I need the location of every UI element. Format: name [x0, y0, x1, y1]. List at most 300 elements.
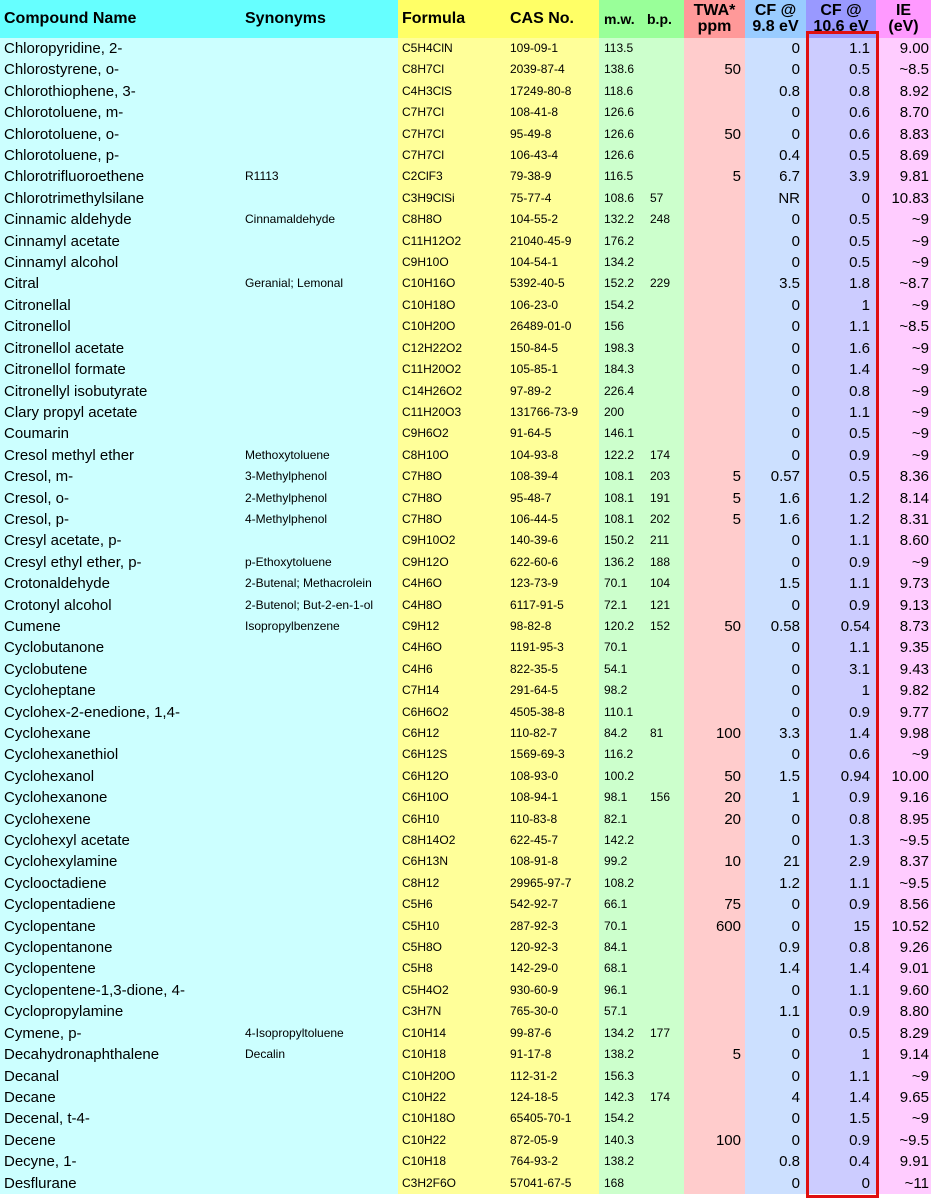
- table-row: [0, 445, 931, 466]
- cell-cf-9-8: 0: [745, 124, 806, 145]
- cell-compound-name: Cumene: [0, 616, 243, 637]
- cell-cas: 75-77-4: [504, 188, 599, 209]
- cell-compound-name: Cyclopentene-1,3-dione, 4-: [0, 980, 243, 1001]
- cell-formula: C8H10O: [398, 445, 504, 466]
- table-row: [0, 1066, 931, 1087]
- cell-compound-name: Desflurane: [0, 1173, 243, 1194]
- cell-ie: 8.70: [876, 102, 931, 123]
- cell-formula: C4H6O: [398, 637, 504, 658]
- cell-synonyms: [243, 359, 398, 380]
- cell-mw: 168: [599, 1173, 644, 1194]
- cell-compound-name: Cyclobutene: [0, 659, 243, 680]
- cell-ie: 9.14: [876, 1044, 931, 1065]
- table-row: [0, 1130, 931, 1151]
- cell-cf-10-6: 1.1: [806, 637, 876, 658]
- table-row: [0, 273, 931, 294]
- cell-mw: 126.6: [599, 145, 644, 166]
- cell-synonyms: 2-Butenol; But-2-en-1-ol: [243, 595, 398, 616]
- cell-cf-9-8: 0: [745, 102, 806, 123]
- cell-synonyms: [243, 188, 398, 209]
- cell-compound-name: Cyclohexyl acetate: [0, 830, 243, 851]
- cell-mw: 134.2: [599, 252, 644, 273]
- cell-mw: 98.1: [599, 787, 644, 808]
- cell-synonyms: [243, 530, 398, 551]
- cell-synonyms: [243, 338, 398, 359]
- cell-formula: C12H22O2: [398, 338, 504, 359]
- cell-formula: C10H18O: [398, 1108, 504, 1129]
- header-ie-line2: (eV): [888, 18, 919, 35]
- cell-synonyms: 4-Methylphenol: [243, 509, 398, 530]
- cell-cas: 65405-70-1: [504, 1108, 599, 1129]
- cell-ie: ~9.5: [876, 873, 931, 894]
- cell-cas: 104-55-2: [504, 209, 599, 230]
- cell-mw: 84.1: [599, 937, 644, 958]
- cell-cas: 104-93-8: [504, 445, 599, 466]
- cell-mw: 70.1: [599, 637, 644, 658]
- cell-ie: ~9: [876, 338, 931, 359]
- cell-cf-9-8: 0: [745, 1108, 806, 1129]
- cell-cf-9-8: 1.4: [745, 958, 806, 979]
- cell-cas: 108-41-8: [504, 102, 599, 123]
- cell-cf-10-6: 1.1: [806, 530, 876, 551]
- cell-cf-10-6: 0.6: [806, 102, 876, 123]
- cell-twa: [684, 1087, 745, 1108]
- cell-formula: C5H4ClN: [398, 38, 504, 59]
- table-row: [0, 787, 931, 808]
- cell-ie: 9.16: [876, 787, 931, 808]
- cell-ie: 8.14: [876, 488, 931, 509]
- cell-formula: C7H7Cl: [398, 145, 504, 166]
- cell-mw: 99.2: [599, 851, 644, 872]
- cell-cas: 622-45-7: [504, 830, 599, 851]
- cell-bp: 104: [644, 573, 684, 594]
- cell-twa: [684, 1173, 745, 1194]
- cell-mw: 116.5: [599, 166, 644, 187]
- cell-twa: [684, 595, 745, 616]
- cell-mw: 226.4: [599, 381, 644, 402]
- cell-cf-9-8: 0.57: [745, 466, 806, 487]
- cell-formula: C10H18O: [398, 295, 504, 316]
- cell-ie: ~9: [876, 402, 931, 423]
- cell-cas: 95-48-7: [504, 488, 599, 509]
- cell-cf-10-6: 1.1: [806, 316, 876, 337]
- cell-formula: C8H12: [398, 873, 504, 894]
- cell-synonyms: [243, 980, 398, 1001]
- cell-cf-10-6: 1.1: [806, 1066, 876, 1087]
- cell-ie: ~8.5: [876, 59, 931, 80]
- cell-bp: [644, 381, 684, 402]
- cell-bp: 121: [644, 595, 684, 616]
- cell-bp: [644, 1044, 684, 1065]
- cell-cf-9-8: 0: [745, 1130, 806, 1151]
- cell-bp: 191: [644, 488, 684, 509]
- cell-cf-10-6: 0.5: [806, 466, 876, 487]
- cell-bp: [644, 851, 684, 872]
- cell-ie: 9.81: [876, 166, 931, 187]
- cell-ie: ~9: [876, 1066, 931, 1087]
- cell-twa: 5: [684, 509, 745, 530]
- cell-twa: 100: [684, 1130, 745, 1151]
- cell-cas: 123-73-9: [504, 573, 599, 594]
- table-row: [0, 381, 931, 402]
- table-row: [0, 166, 931, 187]
- cell-cf-9-8: 3.5: [745, 273, 806, 294]
- cell-cas: 95-49-8: [504, 124, 599, 145]
- cell-ie: 8.60: [876, 530, 931, 551]
- table-row: [0, 573, 931, 594]
- cell-cf-9-8: 0: [745, 359, 806, 380]
- cell-synonyms: [243, 937, 398, 958]
- cell-cf-9-8: 0: [745, 231, 806, 252]
- cell-cf-10-6: 1.1: [806, 873, 876, 894]
- cell-twa: [684, 1151, 745, 1172]
- cell-synonyms: [243, 59, 398, 80]
- cell-formula: C6H12: [398, 723, 504, 744]
- header-twa-line2: ppm: [697, 18, 732, 35]
- cell-bp: [644, 702, 684, 723]
- table-row: [0, 1087, 931, 1108]
- cell-twa: [684, 188, 745, 209]
- cell-formula: C7H7Cl: [398, 124, 504, 145]
- table-row: [0, 209, 931, 230]
- cell-cf-9-8: 0: [745, 381, 806, 402]
- cell-formula: C9H10O: [398, 252, 504, 273]
- table-body: [0, 38, 931, 1194]
- cell-compound-name: Cresyl acetate, p-: [0, 530, 243, 551]
- cell-formula: C10H20O: [398, 1066, 504, 1087]
- header-synonyms: Synonyms: [243, 0, 398, 38]
- table-row: [0, 102, 931, 123]
- cell-mw: 138.6: [599, 59, 644, 80]
- cell-twa: [684, 295, 745, 316]
- table-row: [0, 958, 931, 979]
- cell-cas: 131766-73-9: [504, 402, 599, 423]
- cell-mw: 176.2: [599, 231, 644, 252]
- cell-cas: 110-83-8: [504, 809, 599, 830]
- cell-mw: 140.3: [599, 1130, 644, 1151]
- cell-synonyms: [243, 316, 398, 337]
- cell-synonyms: [243, 744, 398, 765]
- cell-cf-9-8: 0: [745, 530, 806, 551]
- header-twa: [684, 0, 745, 38]
- cell-cas: 106-43-4: [504, 145, 599, 166]
- cell-synonyms: [243, 1130, 398, 1151]
- cell-cf-9-8: 0: [745, 637, 806, 658]
- cell-bp: [644, 338, 684, 359]
- cell-compound-name: Cyclohexane: [0, 723, 243, 744]
- table-row: [0, 530, 931, 551]
- cell-formula: C7H8O: [398, 488, 504, 509]
- cell-cf-10-6: 1.4: [806, 723, 876, 744]
- cell-synonyms: [243, 873, 398, 894]
- cell-cf-10-6: 1.8: [806, 273, 876, 294]
- cell-cf-9-8: 0: [745, 680, 806, 701]
- cell-mw: 146.1: [599, 423, 644, 444]
- cell-bp: [644, 166, 684, 187]
- cell-cas: 2039-87-4: [504, 59, 599, 80]
- cell-synonyms: [243, 851, 398, 872]
- cell-mw: 154.2: [599, 295, 644, 316]
- cell-cas: 930-60-9: [504, 980, 599, 1001]
- cell-bp: [644, 1066, 684, 1087]
- cell-synonyms: Methoxytoluene: [243, 445, 398, 466]
- table-row: [0, 1173, 931, 1194]
- cell-cf-9-8: 0: [745, 1173, 806, 1194]
- cell-mw: 70.1: [599, 916, 644, 937]
- cell-formula: C6H10: [398, 809, 504, 830]
- cell-twa: [684, 1001, 745, 1022]
- cell-cf-10-6: 1.1: [806, 38, 876, 59]
- cell-cf-9-8: 0: [745, 830, 806, 851]
- cell-bp: [644, 316, 684, 337]
- cell-cas: 764-93-2: [504, 1151, 599, 1172]
- cell-cf-10-6: 0.94: [806, 766, 876, 787]
- cell-twa: 20: [684, 787, 745, 808]
- cell-formula: C8H7Cl: [398, 59, 504, 80]
- table-row: [0, 145, 931, 166]
- cell-twa: 5: [684, 1044, 745, 1065]
- table-row: [0, 894, 931, 915]
- table-row: [0, 916, 931, 937]
- cell-mw: 142.3: [599, 1087, 644, 1108]
- cell-cf-10-6: 0.5: [806, 209, 876, 230]
- cell-ie: 9.01: [876, 958, 931, 979]
- cell-cf-9-8: 0: [745, 916, 806, 937]
- cell-cf-9-8: 0: [745, 659, 806, 680]
- cell-ie: ~9: [876, 295, 931, 316]
- cell-compound-name: Cyclohexylamine: [0, 851, 243, 872]
- cell-synonyms: [243, 295, 398, 316]
- table-row: [0, 873, 931, 894]
- cell-synonyms: [243, 1001, 398, 1022]
- cell-mw: 110.1: [599, 702, 644, 723]
- cell-mw: 54.1: [599, 659, 644, 680]
- cell-twa: 50: [684, 59, 745, 80]
- cell-cas: 150-84-5: [504, 338, 599, 359]
- cell-compound-name: Cyclooctadiene: [0, 873, 243, 894]
- cell-mw: 108.1: [599, 488, 644, 509]
- cell-mw: 142.2: [599, 830, 644, 851]
- cell-compound-name: Cyclopentene: [0, 958, 243, 979]
- cell-twa: 50: [684, 766, 745, 787]
- cell-cf-10-6: 0.9: [806, 445, 876, 466]
- header-cf106-line2: 10.6 eV: [813, 18, 869, 35]
- cell-formula: C4H6O: [398, 573, 504, 594]
- table-row: [0, 81, 931, 102]
- cell-bp: [644, 1001, 684, 1022]
- cell-twa: [684, 445, 745, 466]
- cell-cf-10-6: 1: [806, 680, 876, 701]
- cell-compound-name: Cresol, o-: [0, 488, 243, 509]
- cell-cas: 112-31-2: [504, 1066, 599, 1087]
- cell-compound-name: Crotonaldehyde: [0, 573, 243, 594]
- cell-ie: ~9: [876, 209, 931, 230]
- cell-cf-9-8: 0.58: [745, 616, 806, 637]
- header-cas: CAS No.: [504, 0, 599, 38]
- cell-formula: C11H12O2: [398, 231, 504, 252]
- cell-cf-10-6: 0.9: [806, 894, 876, 915]
- table-row: [0, 830, 931, 851]
- cell-cf-10-6: 0.6: [806, 124, 876, 145]
- cell-twa: 20: [684, 809, 745, 830]
- cell-cf-10-6: 1.2: [806, 488, 876, 509]
- table-row: [0, 1108, 931, 1129]
- cell-cf-9-8: 0.8: [745, 1151, 806, 1172]
- cell-cf-10-6: 1.5: [806, 1108, 876, 1129]
- cell-cf-10-6: 0.9: [806, 1130, 876, 1151]
- cell-twa: [684, 702, 745, 723]
- cell-twa: [684, 1023, 745, 1044]
- cell-mw: 198.3: [599, 338, 644, 359]
- cell-formula: C6H12O: [398, 766, 504, 787]
- cell-compound-name: Cyclopropylamine: [0, 1001, 243, 1022]
- table-row: [0, 423, 931, 444]
- cell-compound-name: Chloropyridine, 2-: [0, 38, 243, 59]
- cell-cf-10-6: 0.5: [806, 145, 876, 166]
- cell-bp: [644, 124, 684, 145]
- cell-twa: [684, 659, 745, 680]
- cell-twa: 50: [684, 124, 745, 145]
- cell-cas: 109-09-1: [504, 38, 599, 59]
- cell-cf-10-6: 0.8: [806, 381, 876, 402]
- cell-twa: 5: [684, 466, 745, 487]
- cell-twa: 5: [684, 166, 745, 187]
- cell-cf-9-8: 1.5: [745, 766, 806, 787]
- cell-compound-name: Decane: [0, 1087, 243, 1108]
- cell-cas: 98-82-8: [504, 616, 599, 637]
- cell-compound-name: Chlorotrifluoroethene: [0, 166, 243, 187]
- table-row: [0, 595, 931, 616]
- cell-cf-10-6: 15: [806, 916, 876, 937]
- cell-twa: [684, 552, 745, 573]
- cell-compound-name: Cymene, p-: [0, 1023, 243, 1044]
- cell-synonyms: [243, 894, 398, 915]
- header-cf98: [745, 0, 806, 38]
- cell-cf-10-6: 0.8: [806, 81, 876, 102]
- table-row: [0, 338, 931, 359]
- table-row: [0, 231, 931, 252]
- cell-cf-10-6: 0.5: [806, 231, 876, 252]
- cell-twa: [684, 1066, 745, 1087]
- cell-cf-9-8: 0: [745, 744, 806, 765]
- cell-synonyms: [243, 680, 398, 701]
- cell-cf-10-6: 0.9: [806, 1001, 876, 1022]
- cell-formula: C7H14: [398, 680, 504, 701]
- cell-bp: [644, 744, 684, 765]
- cell-cf-9-8: 4: [745, 1087, 806, 1108]
- header-formula: Formula: [398, 0, 504, 38]
- cell-synonyms: [243, 402, 398, 423]
- cell-cf-10-6: 0.5: [806, 252, 876, 273]
- cell-bp: [644, 766, 684, 787]
- cell-compound-name: Cinnamyl acetate: [0, 231, 243, 252]
- cell-bp: [644, 916, 684, 937]
- cell-bp: 202: [644, 509, 684, 530]
- cell-cas: 142-29-0: [504, 958, 599, 979]
- cell-ie: 9.26: [876, 937, 931, 958]
- cell-cf-9-8: 1.2: [745, 873, 806, 894]
- cell-compound-name: Cyclopentanone: [0, 937, 243, 958]
- cell-ie: 8.73: [876, 616, 931, 637]
- cell-formula: C10H22: [398, 1087, 504, 1108]
- cell-cf-9-8: 0: [745, 252, 806, 273]
- cell-compound-name: Cyclopentadiene: [0, 894, 243, 915]
- cell-synonyms: [243, 252, 398, 273]
- cell-bp: [644, 980, 684, 1001]
- cell-formula: C3H7N: [398, 1001, 504, 1022]
- cell-bp: 203: [644, 466, 684, 487]
- cell-synonyms: [243, 659, 398, 680]
- cell-cf-10-6: 0.6: [806, 744, 876, 765]
- cell-mw: 70.1: [599, 573, 644, 594]
- cell-cf-9-8: 0: [745, 894, 806, 915]
- cell-ie: 9.65: [876, 1087, 931, 1108]
- cell-cf-9-8: 0.8: [745, 81, 806, 102]
- cell-mw: 96.1: [599, 980, 644, 1001]
- cell-cf-10-6: 0.5: [806, 59, 876, 80]
- cell-cas: 291-64-5: [504, 680, 599, 701]
- cell-synonyms: [243, 124, 398, 145]
- cell-cf-10-6: 1.4: [806, 359, 876, 380]
- cell-cf-9-8: 0: [745, 702, 806, 723]
- cell-synonyms: [243, 423, 398, 444]
- cell-ie: 9.00: [876, 38, 931, 59]
- cell-cf-9-8: 0: [745, 595, 806, 616]
- table-row: [0, 188, 931, 209]
- cell-cas: 99-87-6: [504, 1023, 599, 1044]
- cell-compound-name: Cyclohexene: [0, 809, 243, 830]
- cell-ie: ~9: [876, 381, 931, 402]
- header-ie: [876, 0, 931, 38]
- cell-compound-name: Cyclohexanol: [0, 766, 243, 787]
- cell-mw: 152.2: [599, 273, 644, 294]
- cell-ie: ~9: [876, 359, 931, 380]
- cell-mw: 200: [599, 402, 644, 423]
- cell-cf-10-6: 3.1: [806, 659, 876, 680]
- cell-cf-10-6: 0.4: [806, 1151, 876, 1172]
- cell-cf-10-6: 0.5: [806, 1023, 876, 1044]
- cell-formula: C4H8O: [398, 595, 504, 616]
- table-row: [0, 637, 931, 658]
- cell-compound-name: Cresol, p-: [0, 509, 243, 530]
- cell-cf-10-6: 1.1: [806, 980, 876, 1001]
- cell-formula: C5H8O: [398, 937, 504, 958]
- cell-mw: 122.2: [599, 445, 644, 466]
- cell-ie: ~8.7: [876, 273, 931, 294]
- cell-mw: 120.2: [599, 616, 644, 637]
- cell-ie: 8.69: [876, 145, 931, 166]
- cell-formula: C3H2F6O: [398, 1173, 504, 1194]
- cell-formula: C10H18: [398, 1044, 504, 1065]
- table-row: [0, 1023, 931, 1044]
- cell-twa: [684, 273, 745, 294]
- cell-compound-name: Cinnamic aldehyde: [0, 209, 243, 230]
- cell-mw: 108.1: [599, 509, 644, 530]
- cell-cf-10-6: 0.5: [806, 423, 876, 444]
- cell-cf-10-6: 3.9: [806, 166, 876, 187]
- cell-cf-9-8: NR: [745, 188, 806, 209]
- cell-cas: 287-92-3: [504, 916, 599, 937]
- cell-twa: [684, 937, 745, 958]
- cell-cas: 1191-95-3: [504, 637, 599, 658]
- cell-ie: 10.00: [876, 766, 931, 787]
- cell-compound-name: Citronellol: [0, 316, 243, 337]
- cell-cas: 765-30-0: [504, 1001, 599, 1022]
- cell-synonyms: 2-Methylphenol: [243, 488, 398, 509]
- table-row: [0, 124, 931, 145]
- cell-ie: 8.37: [876, 851, 931, 872]
- cell-bp: [644, 38, 684, 59]
